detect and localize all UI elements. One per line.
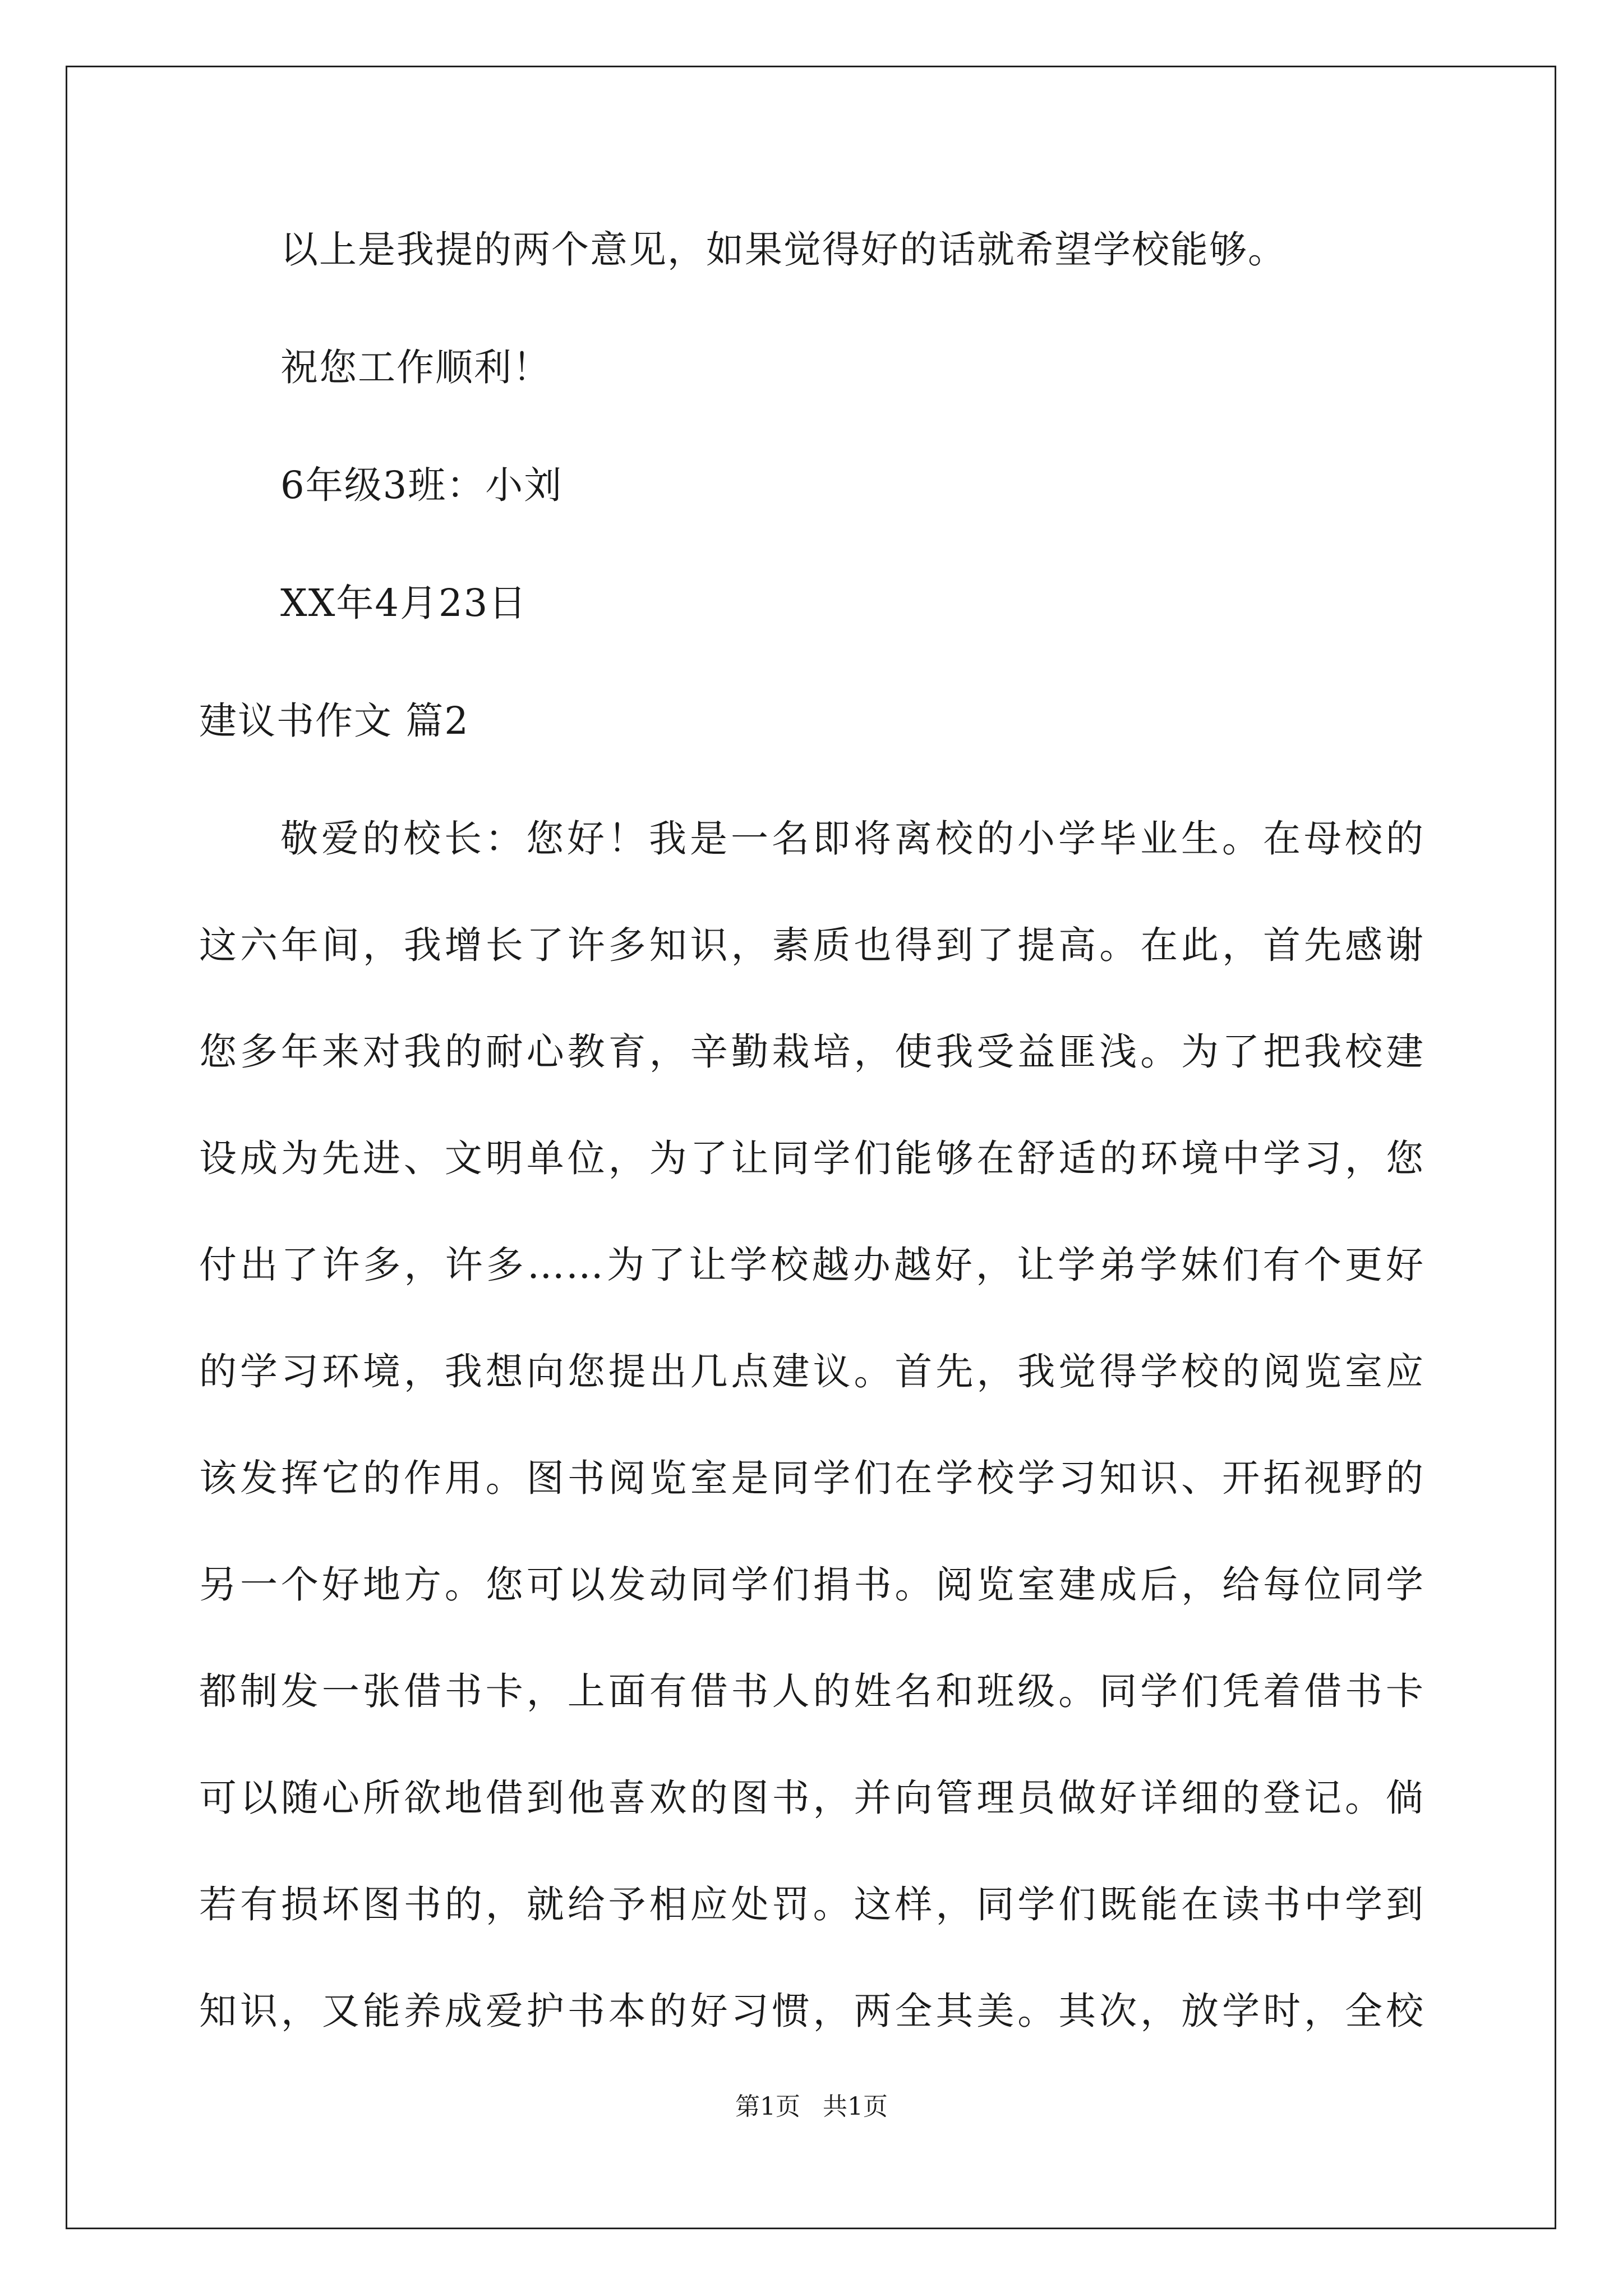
page-total: 共1页 xyxy=(823,2092,888,2121)
body-line: 您多年来对我的耐心教育，辛勤栽培，使我受益匪浅。为了把我校建 xyxy=(199,1030,1424,1074)
body-line: 该发挥它的作用。图书阅览室是同学们在学校学习知识、开拓视野的 xyxy=(199,1456,1424,1500)
body-line: 的学习环境，我想向您提出几点建议。首先，我觉得学校的阅览室应 xyxy=(199,1350,1424,1393)
body-line: 敬爱的校长：您好！我是一名即将离校的小学毕业生。在母校的 xyxy=(280,817,1424,861)
page-footer xyxy=(0,2091,1623,2123)
closing-summary: 以上是我提的两个意见，如果觉得好的话就希望学校能够。 xyxy=(280,228,1287,272)
body-line: 另一个好地方。您可以发动同学们捐书。阅览室建成后，给每位同学 xyxy=(199,1563,1424,1607)
page-number: 第1页 xyxy=(735,2092,800,2121)
body-line: 可以随心所欲地借到他喜欢的图书，并向管理员做好详细的登记。倘 xyxy=(199,1776,1424,1820)
section-heading: 建议书作文 篇2 xyxy=(199,699,469,743)
body-line: 若有损坏图书的，就给予相应处罚。这样，同学们既能在读书中学到 xyxy=(199,1883,1424,1926)
body-line-last: 知识，又能养成爱护书本的好习惯，两全其美。其次，放学时，全校 xyxy=(199,1989,1424,2033)
closing-wish: 祝您工作顺利！ xyxy=(280,346,551,389)
body-line: 设成为先进、文明单位，为了让同学们能够在舒适的环境中学习，您 xyxy=(199,1137,1424,1180)
closing-signature: 6年级3班：小刘 xyxy=(280,463,563,507)
body-line: 付出了许多，许多……为了让学校越办越好，让学弟学妹们有个更好 xyxy=(199,1243,1424,1287)
body-line: 这六年间，我增长了许多知识，素质也得到了提高。在此，首先感谢 xyxy=(199,923,1424,967)
closing-date: XX年4月23日 xyxy=(280,581,528,625)
body-line: 都制发一张借书卡，上面有借书人的姓名和班级。同学们凭着借书卡 xyxy=(199,1669,1424,1713)
